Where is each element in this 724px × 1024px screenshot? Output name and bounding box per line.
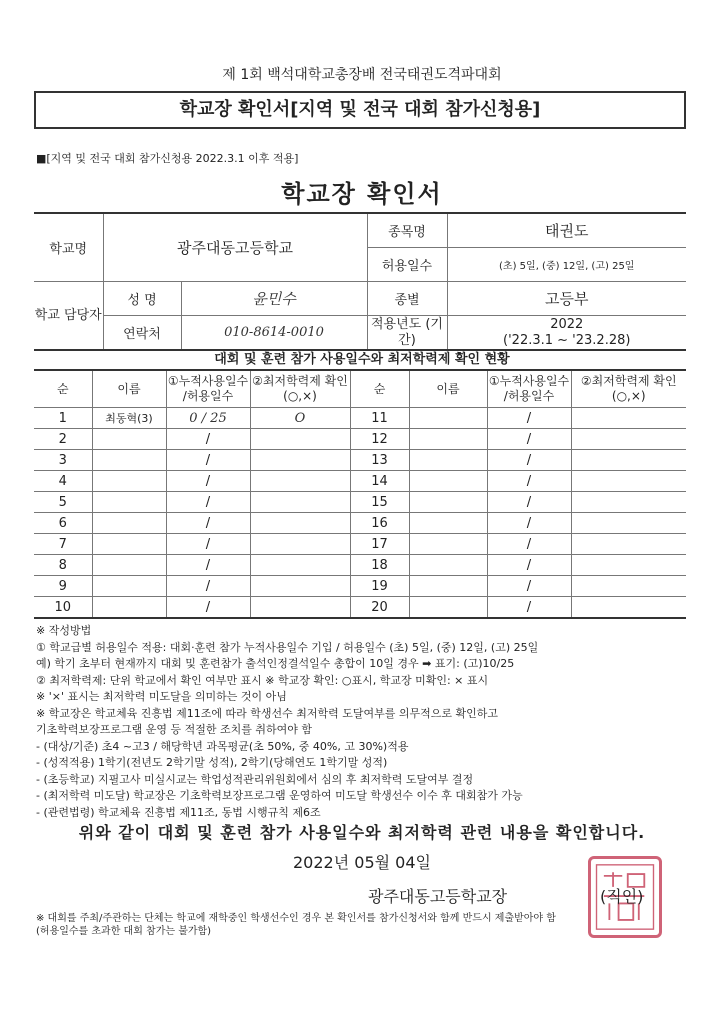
table-row — [34, 576, 686, 597]
row-no: 16 — [350, 513, 409, 534]
days-label: 허용일수 — [367, 248, 447, 282]
row-no: 18 — [350, 555, 409, 576]
section-title: 대회 및 훈련 참가 사용일수와 최저학력제 확인 현황 — [214, 352, 510, 367]
row-days: / — [487, 576, 571, 597]
row-no: 15 — [350, 492, 409, 513]
period-value: ('22.3.1 ~ '23.2.28) — [503, 332, 631, 348]
header-no: 순 — [350, 370, 409, 408]
row-no: 12 — [350, 429, 409, 450]
method-line: - (대상/기준) 초4 ~고3 / 해당학년 과목평균(초 50%, 중 40%, 고 30%)적용 — [36, 739, 409, 753]
row-no: 1 — [34, 408, 92, 429]
row-no: 2 — [34, 429, 92, 450]
method-line: ① 학교급별 허용일수 적용: 대회·훈련 참가 누적사용일수 기입 / 허용일수 (초) 5일, (중) 12일, (고) 25일 — [36, 640, 539, 654]
row-days: / — [166, 471, 250, 492]
table-row — [34, 471, 686, 492]
row-name — [409, 450, 487, 471]
footer-line: (허용일수를 초과한 대회 참가는 불가함) — [36, 926, 212, 937]
contact-value: 010-8614-0010 — [181, 316, 367, 351]
row-name — [92, 597, 166, 619]
row-no: 11 — [350, 408, 409, 429]
row-days: / — [487, 450, 571, 471]
row-grade — [571, 492, 686, 513]
row-grade — [571, 450, 686, 471]
row-no: 10 — [34, 597, 92, 619]
applicable-note: ■[지역 및 전국 대회 참가신청용 2022.3.1 이후 적용] — [36, 152, 299, 165]
row-no: 4 — [34, 471, 92, 492]
info-table — [34, 212, 686, 351]
event-value: 태권도 — [447, 213, 686, 248]
row-no: 8 — [34, 555, 92, 576]
row-days: 0 / 25 — [166, 408, 250, 429]
row-days: / — [487, 513, 571, 534]
method-line: - (성적적용) 1학기(전년도 2학기말 성적), 2학기(당해연도 1학기말 성적) — [36, 756, 388, 769]
row-grade — [250, 534, 350, 555]
row-name — [409, 492, 487, 513]
row-grade — [250, 555, 350, 576]
row-no: 19 — [350, 576, 409, 597]
school-label: 학교명 — [34, 213, 103, 282]
row-grade — [571, 408, 686, 429]
row-days: / — [487, 555, 571, 576]
row-days: / — [487, 429, 571, 450]
row-days: / — [487, 534, 571, 555]
method-line: - (초등학교) 지필고사 미실시교는 학업성적관리위원회에서 심의 후 최저학력 도달여부 결정 — [36, 772, 474, 786]
form-title: 학교장 확인서[지역 및 전국 대회 참가신청용] — [34, 91, 686, 129]
row-grade — [250, 471, 350, 492]
method-line: ※ '×' 표시는 최저학력 미도달을 의미하는 것이 아님 — [36, 690, 287, 703]
row-grade — [571, 513, 686, 534]
method-line: ※ 작성방법 — [36, 624, 92, 637]
row-name — [409, 534, 487, 555]
row-no: 17 — [350, 534, 409, 555]
issue-date: 2022년 05월 04일 — [293, 853, 431, 872]
row-name — [92, 576, 166, 597]
division-value: 고등부 — [447, 282, 686, 316]
method-line: 기초학력보장프로그램 운영 등 적절한 조치를 취하여야 함 — [36, 723, 313, 736]
row-grade — [250, 576, 350, 597]
row-no: 13 — [350, 450, 409, 471]
records-table — [34, 369, 686, 619]
table-row — [34, 597, 686, 619]
method-line: - (최저학력 미도달) 학교장은 기초학력보장프로그램 운영하여 미도달 학생선수 이수 후 대회참가 가능 — [36, 789, 523, 802]
row-no: 7 — [34, 534, 92, 555]
row-grade — [250, 597, 350, 619]
row-days: / — [166, 492, 250, 513]
row-name — [409, 555, 487, 576]
table-row — [34, 429, 686, 450]
row-grade — [250, 429, 350, 450]
days-value: (초) 5일, (중) 12일, (고) 25일 — [447, 248, 686, 282]
contact-label: 연락처 — [103, 316, 181, 351]
row-grade — [250, 492, 350, 513]
table-row — [34, 555, 686, 576]
row-name — [409, 513, 487, 534]
year-label: 적용년도 (기간) — [367, 316, 447, 351]
header-grade: ②최저학력제 확인(○,×) — [250, 370, 350, 408]
name-value: 윤민수 — [181, 282, 367, 316]
row-grade — [250, 513, 350, 534]
row-grade — [571, 555, 686, 576]
records-header-row — [34, 370, 686, 408]
row-grade — [250, 450, 350, 471]
row-name — [409, 576, 487, 597]
row-grade — [571, 534, 686, 555]
row-name — [409, 408, 487, 429]
method-line: - (관련법령) 학교체육 진흥법 제11조, 동법 시행규칙 제6조 — [36, 805, 321, 819]
footer-note — [36, 912, 556, 938]
row-no: 5 — [34, 492, 92, 513]
table-row — [34, 450, 686, 471]
header-days: ①누적사용일수 /허용일수 — [166, 370, 250, 408]
seal-label: (직인) — [600, 887, 644, 906]
name-label: 성 명 — [103, 282, 181, 316]
row-name — [92, 534, 166, 555]
writing-method — [36, 623, 696, 821]
row-grade — [571, 429, 686, 450]
row-name — [409, 471, 487, 492]
row-days: / — [487, 408, 571, 429]
row-grade: O — [250, 408, 350, 429]
header-name: 이름 — [409, 370, 487, 408]
row-name — [409, 429, 487, 450]
principal-signature: 광주대동고등학교장 — [368, 887, 508, 906]
school-value: 광주대동고등학교 — [103, 213, 367, 282]
table-row — [34, 534, 686, 555]
row-grade — [571, 471, 686, 492]
row-days: / — [166, 450, 250, 471]
row-no: 9 — [34, 576, 92, 597]
method-line: ※ 학교장은 학교체육 진흥법 제11조에 따라 학생선수 최저학력 도달여부를 의무적으로 확인하고 — [36, 706, 498, 720]
row-days: / — [487, 471, 571, 492]
row-name: 최동혁(3) — [92, 408, 166, 429]
row-no: 6 — [34, 513, 92, 534]
division-label: 종별 — [367, 282, 447, 316]
table-row — [34, 492, 686, 513]
method-line: ② 최저학력제: 단위 학교에서 확인 여부만 표시 ※ 학교장 확인: ○표시, 학교장 미확인: × 표시 — [36, 673, 489, 687]
row-days: / — [166, 576, 250, 597]
header-name: 이름 — [92, 370, 166, 408]
row-days: / — [166, 555, 250, 576]
row-grade — [571, 576, 686, 597]
footer-line: ※ 대회를 주최/주관하는 단체는 학교에 재학중인 학생선수인 경우 본 확인서를 참가신청서와 함께 반드시 제출받아야 함 — [36, 913, 556, 924]
row-days: / — [166, 534, 250, 555]
row-no: 14 — [350, 471, 409, 492]
row-name — [92, 450, 166, 471]
row-days: / — [166, 597, 250, 619]
main-title: 학교장 확인서 — [281, 180, 443, 208]
row-name — [92, 492, 166, 513]
row-days: / — [166, 513, 250, 534]
row-grade — [571, 597, 686, 619]
year-cell — [447, 316, 686, 351]
row-no: 3 — [34, 450, 92, 471]
manager-label: 학교 담당자 — [34, 282, 103, 351]
row-name — [92, 429, 166, 450]
header-grade: ②최저학력제 확인(○,×) — [571, 370, 686, 408]
confirm-statement: 위와 같이 대회 및 훈련 참가 사용일수와 최저학력 관련 내용을 확인합니다. — [78, 823, 646, 842]
header-days: ①누적사용일수 /허용일수 — [487, 370, 571, 408]
header-no: 순 — [34, 370, 92, 408]
row-days: / — [487, 597, 571, 619]
row-days: / — [166, 429, 250, 450]
event-label: 종목명 — [367, 213, 447, 248]
row-name — [409, 597, 487, 619]
table-row — [34, 408, 686, 429]
table-row — [34, 513, 686, 534]
row-name — [92, 471, 166, 492]
row-name — [92, 555, 166, 576]
row-no: 20 — [350, 597, 409, 619]
row-name — [92, 513, 166, 534]
event-title: 제 1회 백석대학교총장배 전국태권도격파대회 — [222, 67, 502, 83]
method-line: 예) 학기 초부터 현재까지 대회 및 훈련참가 출석인정결석일수 총합이 10일 경우 ➡ 표기: (고)10/25 — [36, 657, 515, 670]
row-days: / — [487, 492, 571, 513]
year-value: 2022 — [550, 316, 584, 332]
